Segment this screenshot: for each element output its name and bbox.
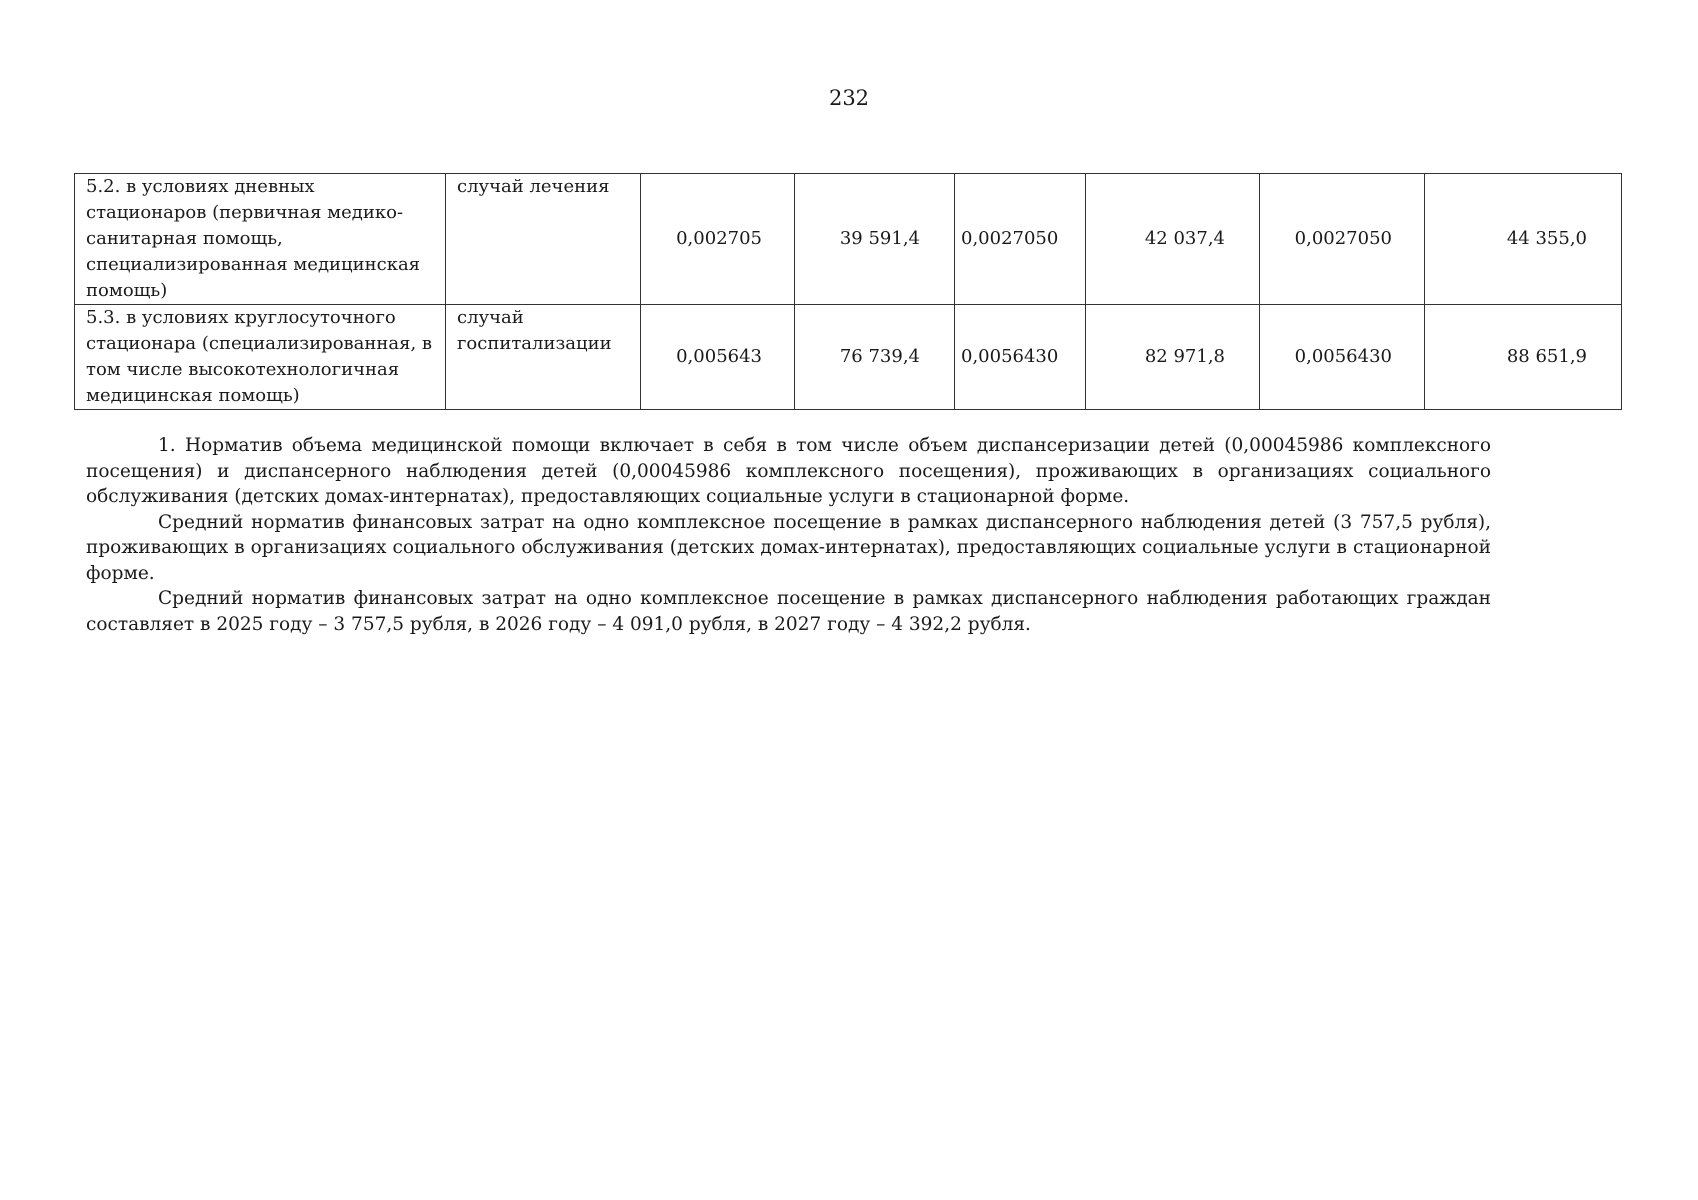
norms-table	[74, 173, 1622, 410]
care-type-cell: 5.3. в условиях круглосуточного стационара (специализированная, в том числе высокотехнологичная медицинская помощь)	[75, 305, 446, 410]
volume-2025-cell: 0,002705	[641, 174, 795, 305]
volume-2026-cell: 0,0027050	[955, 174, 1086, 305]
cost-2025-cell: 39 591,4	[795, 174, 955, 305]
cost-2027-cell: 88 651,9	[1425, 305, 1622, 410]
volume-2027-cell: 0,0027050	[1260, 174, 1425, 305]
cost-2026-cell: 82 971,8	[1086, 305, 1260, 410]
volume-2025-cell: 0,005643	[641, 305, 795, 410]
table-row	[75, 174, 1622, 305]
cost-2026-cell: 42 037,4	[1086, 174, 1260, 305]
cost-2025-cell: 76 739,4	[795, 305, 955, 410]
table-row	[75, 305, 1622, 410]
care-type-cell: 5.2. в условиях дневных стационаров (первичная медико-санитарная помощь, специализированная медицинская помощь)	[75, 174, 446, 305]
volume-2027-cell: 0,0056430	[1260, 305, 1425, 410]
footnote-paragraph: 1. Норматив объема медицинской помощи включает в себя в том числе объем диспансеризации детей (0,00045986 комплексного посещения) и диспансерного наблюдения детей (0,00045986 комплексного посещения), проживающих в организациях социального обслуживания (детских домах-интернатах), предоставляющих социальные услуги в стационарной форме.	[86, 435, 1491, 507]
volume-2026-cell: 0,0056430	[955, 305, 1086, 410]
cost-2027-cell: 44 355,0	[1425, 174, 1622, 305]
page-number: 232	[828, 86, 870, 110]
footnote-paragraph: Средний норматив финансовых затрат на одно комплексное посещение в рамках диспансерного наблюдения работающих граждан составляет в 2025 году – 3 757,5 рубля, в 2026 году – 4 091,0 рубля, в 2027 году – 4 392,2 рубля.	[86, 588, 1491, 635]
footnote-paragraph: Средний норматив финансовых затрат на одно комплексное посещение в рамках диспансерного наблюдения детей (3 757,5 рубля), проживающих в организациях социального обслуживания (детских домах-интернатах), предоставляющих социальные услуги в стационарной форме.	[86, 511, 1491, 584]
unit-cell: случай лечения	[446, 174, 641, 305]
unit-cell: случай госпитализации	[446, 305, 641, 410]
footnotes	[86, 433, 1491, 637]
